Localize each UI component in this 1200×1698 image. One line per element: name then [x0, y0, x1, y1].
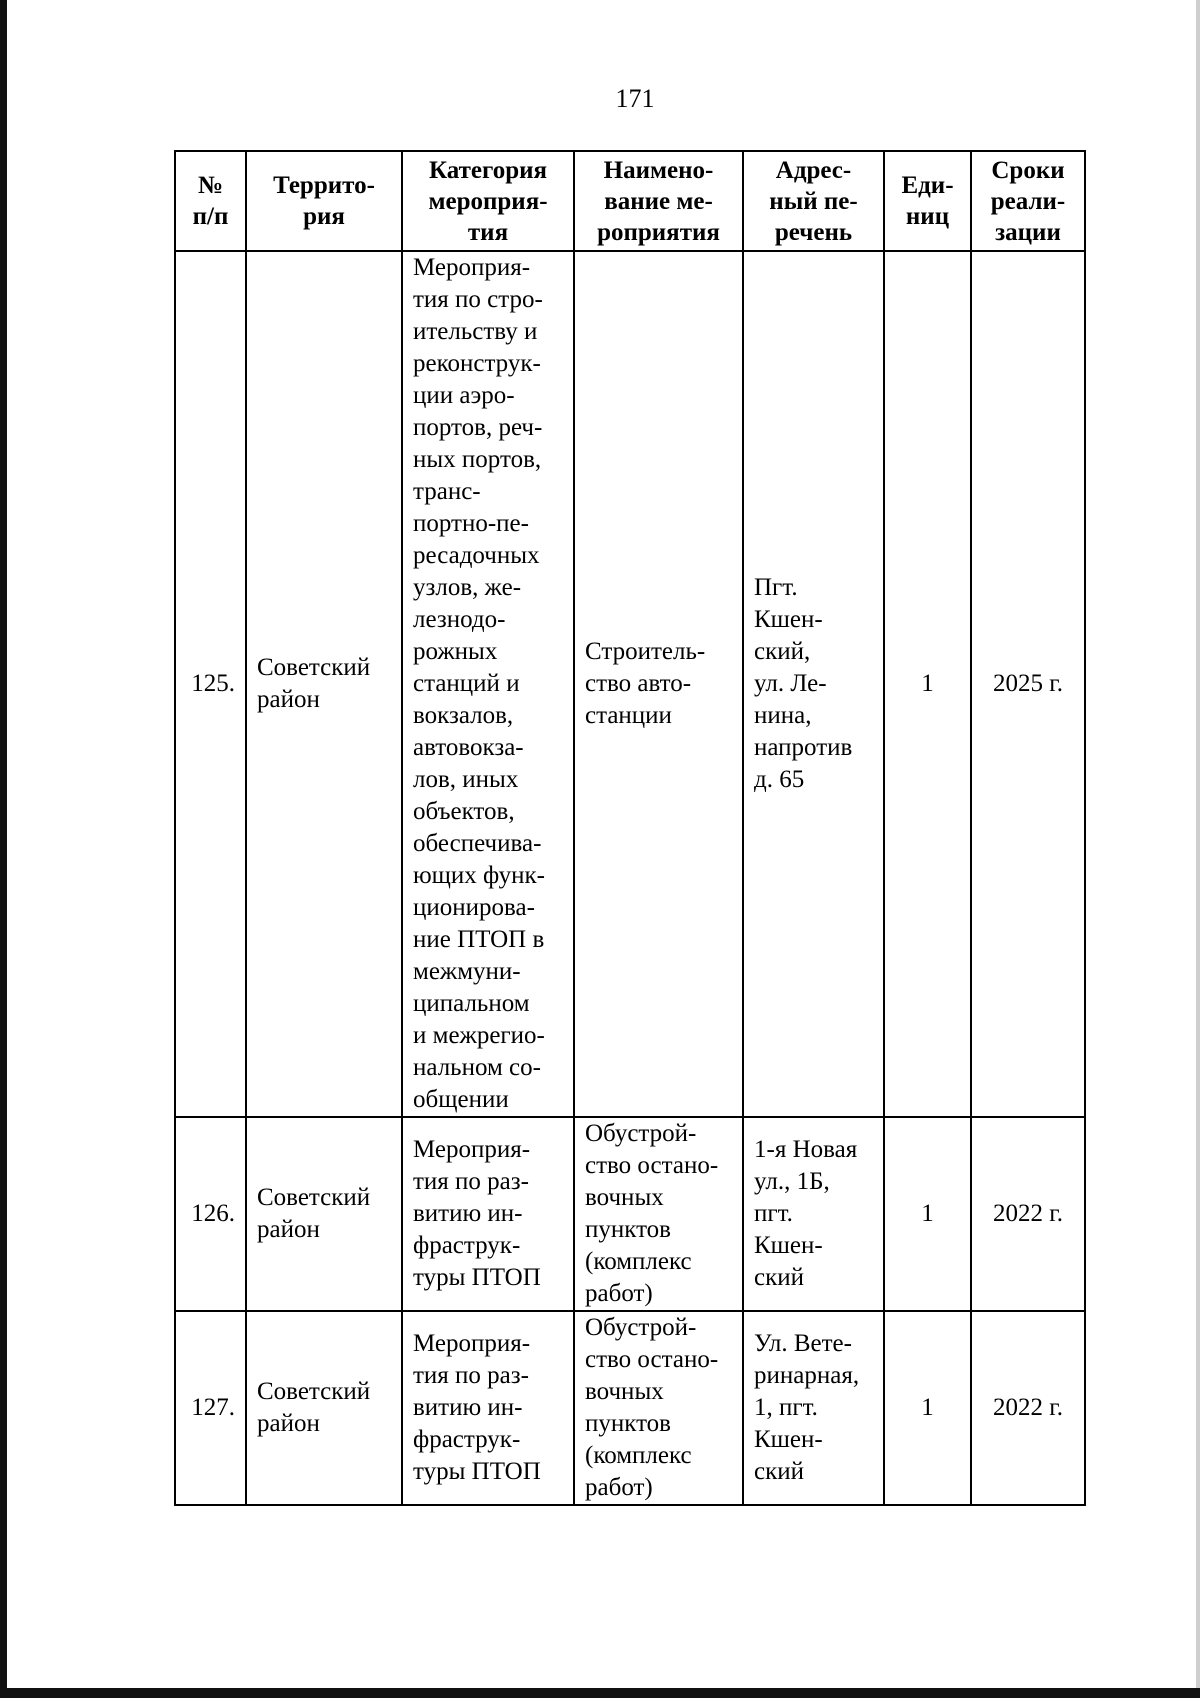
- scan-edge-bottom: [0, 1688, 1200, 1698]
- cell-name: Строитель- ство авто- станции: [574, 251, 743, 1117]
- header-territory: Террито- рия: [246, 151, 402, 251]
- measures-table: [174, 150, 1086, 1506]
- scan-edge-right: [1196, 0, 1200, 1698]
- cell-address: Пгт. Кшен- ский, ул. Ле- нина, напротив д. 65: [743, 251, 884, 1117]
- cell-category: Мероприя- тия по раз- витию ин- фраструк- туры ПТОП: [402, 1117, 574, 1311]
- table-row: [175, 251, 1085, 1117]
- scan-edge-left: [0, 0, 7, 1698]
- cell-units: 1: [884, 251, 971, 1117]
- cell-name: Обустрой- ство остано- вочных пунктов (комплекс работ): [574, 1311, 743, 1505]
- header-number: № п/п: [175, 151, 246, 251]
- cell-deadline: 2025 г.: [971, 251, 1085, 1117]
- cell-address: Ул. Вете- ринарная, 1, пгт. Кшен- ский: [743, 1311, 884, 1505]
- cell-territory: Советский район: [246, 1117, 402, 1311]
- header-units: Еди- ниц: [884, 151, 971, 251]
- cell-deadline: 2022 г.: [971, 1311, 1085, 1505]
- table-row: [175, 1117, 1085, 1311]
- header-category: Категория мероприя- тия: [402, 151, 574, 251]
- cell-units: 1: [884, 1117, 971, 1311]
- cell-name: Обустрой- ство остано- вочных пунктов (комплекс работ): [574, 1117, 743, 1311]
- cell-number: 125.: [175, 251, 246, 1117]
- header-name: Наимено- вание ме- роприятия: [574, 151, 743, 251]
- header-address: Адрес- ный пе- речень: [743, 151, 884, 251]
- cell-category: Мероприя- тия по стро- ительству и реконструк- ции аэро- портов, реч- ных портов, транс- портно-пе- ресадочных узлов, же- лезнодо- рожных станций и вокзалов, автовокза- лов, иных объектов, обеспечива- ющих функ- ционирова- ние ПТОП в межмуни- ципальном и межрегио- нальном со- общении: [402, 251, 574, 1117]
- table-row: [175, 1311, 1085, 1505]
- cell-deadline: 2022 г.: [971, 1117, 1085, 1311]
- cell-territory: Советский район: [246, 1311, 402, 1505]
- page-number: 171: [615, 84, 655, 113]
- cell-number: 127.: [175, 1311, 246, 1505]
- cell-units: 1: [884, 1311, 971, 1505]
- cell-category: Мероприя- тия по раз- витию ин- фраструк- туры ПТОП: [402, 1311, 574, 1505]
- cell-number: 126.: [175, 1117, 246, 1311]
- cell-territory: Советский район: [246, 251, 402, 1117]
- cell-address: 1-я Новая ул., 1Б, пгт. Кшен- ский: [743, 1117, 884, 1311]
- table-header-row: [175, 151, 1085, 251]
- header-deadline: Сроки реали- зации: [971, 151, 1085, 251]
